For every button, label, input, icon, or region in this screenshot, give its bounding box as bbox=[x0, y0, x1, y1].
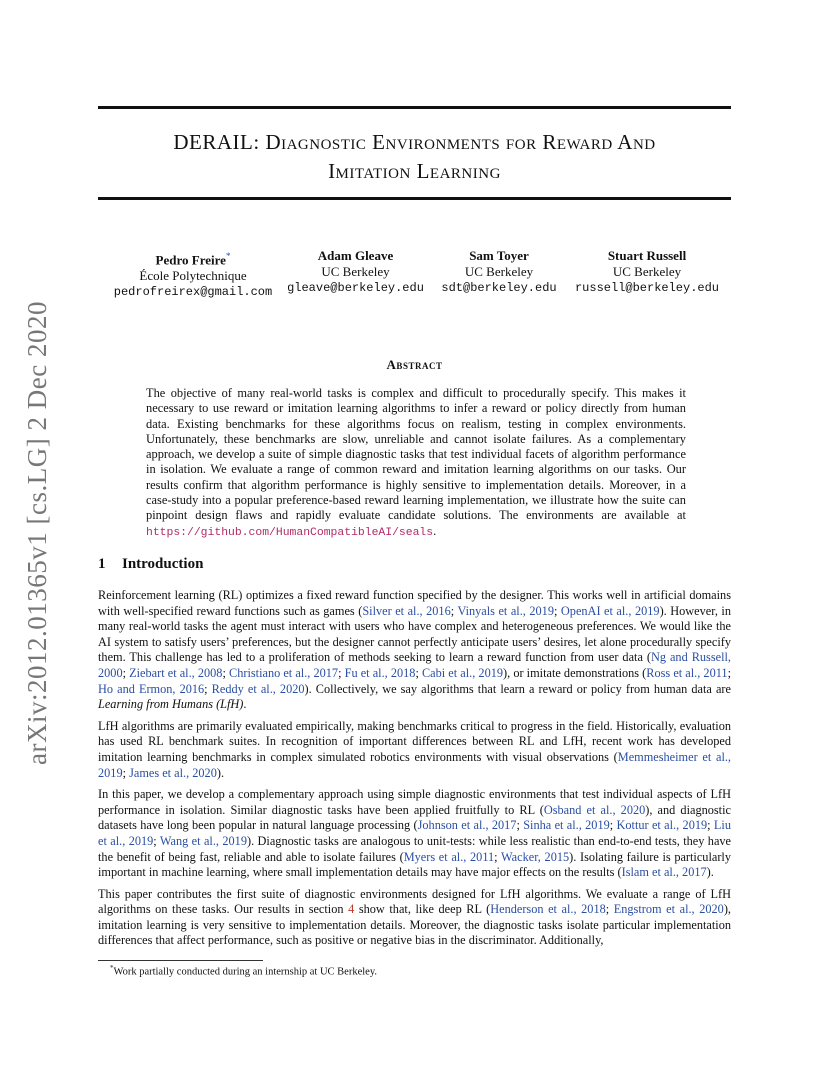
author-name: Pedro Freire bbox=[155, 252, 226, 268]
author-block-2 bbox=[283, 248, 428, 296]
separator: ; bbox=[222, 665, 229, 680]
author-affiliation: UC Berkeley bbox=[464, 264, 534, 279]
separator: ; bbox=[494, 849, 502, 864]
separator: ; bbox=[204, 681, 212, 696]
separator: ; bbox=[450, 603, 458, 618]
citation-link[interactable]: Sinha et al., 2019 bbox=[523, 818, 610, 833]
author-block-1 bbox=[103, 248, 283, 300]
citation-link[interactable]: James et al., 2020 bbox=[129, 765, 217, 780]
text: show that, like deep RL ( bbox=[354, 902, 491, 917]
citation-link[interactable]: Henderson et al., 2018 bbox=[490, 902, 606, 917]
text: ), imitation learning is very sensitive to implementation details. Moreover, the diagnostic tasks isolate particular implementation differences that affect performance, such as positive or negative bias in the discriminator. Additionally, bbox=[98, 902, 731, 948]
title-line-2: Imitation Learning bbox=[328, 159, 501, 183]
citation-link[interactable]: Silver et al., 2016 bbox=[362, 603, 451, 618]
citation-link[interactable]: Osband et al., 2020 bbox=[543, 802, 646, 817]
text: ), or imitate demonstrations ( bbox=[503, 665, 647, 680]
author-name: Sam Toyer bbox=[469, 248, 529, 263]
citation-link[interactable]: Vinyals et al., 2019 bbox=[457, 603, 554, 618]
separator: ; bbox=[122, 765, 130, 780]
citation-link[interactable]: Fu et al., 2018 bbox=[344, 665, 416, 680]
citation-link[interactable]: Ziebart et al., 2008 bbox=[129, 665, 223, 680]
citation-link[interactable]: Kottur et al., 2019 bbox=[616, 818, 708, 833]
title-bottom-rule bbox=[98, 197, 731, 200]
author-name: Adam Gleave bbox=[317, 248, 394, 263]
footnote-mark: * bbox=[110, 964, 114, 972]
footnote bbox=[110, 964, 377, 978]
separator: ; bbox=[707, 818, 714, 833]
separator: ; bbox=[153, 833, 160, 848]
arxiv-identifier: arXiv:2012.01365v1 [cs.LG] 2 Dec 2020 bbox=[22, 301, 52, 765]
citation-link[interactable]: Reddy et al., 2020 bbox=[211, 681, 305, 696]
section-reference-link[interactable]: 4 bbox=[348, 902, 355, 917]
title-top-rule bbox=[98, 106, 731, 109]
author-email: gleave@berkeley.edu bbox=[287, 281, 424, 295]
citation-link[interactable]: Cabi et al., 2019 bbox=[421, 665, 504, 680]
text: Reinforcement learning (RL) optimizes a fixed reward function specified by the designer. This works well in artificial domains with well-specified reward functions such as games ( bbox=[98, 588, 731, 618]
citation-link[interactable]: Ross et al., 2011 bbox=[646, 665, 728, 680]
author-block-4 bbox=[571, 248, 723, 296]
author-block-3 bbox=[431, 248, 567, 296]
author-email: pedrofreirex@gmail.com bbox=[113, 285, 273, 300]
citation-link[interactable]: Myers et al., 2011 bbox=[403, 849, 495, 864]
separator: ; bbox=[727, 665, 731, 680]
abstract-heading: Abstract bbox=[386, 357, 443, 372]
separator: ; bbox=[609, 818, 617, 833]
separator: ; bbox=[516, 818, 524, 833]
section-heading bbox=[98, 556, 203, 573]
author-email: russell@berkeley.edu bbox=[574, 281, 720, 295]
paragraph-2 bbox=[98, 719, 731, 781]
text: ). Diagnostic tasks are analogous to unit-tests: while less realistic than end-to-end tests, they have the benefit of being fast, reliable and able to isolate failures ( bbox=[98, 833, 732, 864]
text: LfH algorithms are primarily evaluated empirically, making benchmarks critical to progress in the field. Historically, evaluation has used RL benchmark suites. In recognition of important differences between RL and LfH, recent work has developed imitation learning benchmarks in complex simulated robotics environments with visual observations ( bbox=[98, 718, 731, 764]
text: ). Collectively, we say algorithms that learn a reward or policy from human data are bbox=[304, 681, 731, 696]
footnote-rule bbox=[98, 960, 263, 961]
repository-link[interactable]: https://github.com/HumanCompatibleAI/seals bbox=[146, 526, 434, 539]
author-affiliation: École Polytechnique bbox=[139, 268, 247, 284]
emphasis: Learning from Humans (LfH) bbox=[98, 697, 244, 712]
text: . bbox=[243, 697, 247, 712]
footnote-text: Work partially conducted during an internship at UC Berkeley. bbox=[113, 966, 378, 978]
author-affiliation: UC Berkeley bbox=[612, 264, 682, 279]
paragraph-3 bbox=[98, 787, 731, 881]
text: ). Isolating failure is particularly important in machine learning, where small implementation details may have major effects on the results ( bbox=[98, 849, 731, 880]
paragraph-1 bbox=[98, 588, 731, 713]
separator: ; bbox=[415, 665, 422, 680]
citation-link[interactable]: Ho and Ermon, 2016 bbox=[98, 681, 205, 696]
paragraph-4 bbox=[98, 887, 731, 949]
paper-title bbox=[98, 128, 731, 186]
citation-link[interactable]: Engstrom et al., 2020 bbox=[613, 902, 724, 917]
abstract-text bbox=[146, 386, 686, 541]
text: ). bbox=[216, 765, 225, 780]
author-email: sdt@berkeley.edu bbox=[441, 281, 557, 295]
abstract-body: The objective of many real-world tasks is complex and difficult to procedurally specify. This makes it necessary to use reward or imitation learning algorithms to infer a reward or policy directly from human data. Existing benchmarks for these algorithms focus on realism, testing in complex environments. Unfortunately, these benchmarks are slow, unreliable and cannot isolate failures. As a complementary approach, we develop a suite of simple diagnostic tasks that test individual facets of algorithm performance in isolation. We evaluate a range of common reward and imitation learning algorithms on our tasks. Our results confirm that algorithm performance is highly sensitive to implementation details. Moreover, in a case-study into a popular preference-based reward learning implementation, we illustrate how the suite can pinpoint design flaws and rapidly evaluate candidate solutions. The environments are available at bbox=[146, 386, 686, 523]
separator: ; bbox=[553, 603, 561, 618]
section-title: Introduction bbox=[122, 556, 204, 572]
section-number: 1 bbox=[98, 556, 106, 572]
abstract-end: . bbox=[433, 523, 437, 538]
citation-link[interactable]: Christiano et al., 2017 bbox=[229, 665, 339, 680]
citation-link[interactable]: Wang et al., 2019 bbox=[159, 833, 247, 848]
citation-link[interactable]: OpenAI et al., 2019 bbox=[560, 603, 660, 618]
citation-link[interactable]: Islam et al., 2017 bbox=[621, 865, 707, 880]
title-line-1: Diagnostic Environments for Reward And bbox=[265, 130, 656, 154]
footnote-mark[interactable]: * bbox=[225, 251, 231, 261]
citation-link[interactable]: Liu et al., 2019 bbox=[98, 818, 731, 848]
text: ). bbox=[706, 865, 714, 880]
title-acronym: DERAIL: bbox=[173, 130, 266, 154]
author-name: Stuart Russell bbox=[607, 248, 687, 263]
separator: ; bbox=[605, 902, 614, 917]
introduction-body bbox=[98, 588, 731, 955]
citation-link[interactable]: Memmesheimer et al., 2019 bbox=[98, 749, 732, 780]
author-affiliation: UC Berkeley bbox=[321, 264, 390, 279]
separator: ; bbox=[338, 665, 345, 680]
text: This paper contributes the first suite of diagnostic environments designed for LfH algorithms. We evaluate a range of LfH algorithms on these tasks. Our results in section bbox=[98, 886, 731, 917]
citation-link[interactable]: Ng and Russell, 2000 bbox=[98, 650, 731, 680]
text: ), and diagnostic datasets have long been popular in natural language processing ( bbox=[98, 802, 731, 833]
separator: ; bbox=[122, 665, 130, 680]
text: In this paper, we develop a complementary approach using simple diagnostic environments that test individual aspects of LfH performance in isolation. Similar diagnostic tasks have been applied fruitfully to RL ( bbox=[98, 787, 731, 817]
text: ). However, in many real-world tasks the agent must interact with users who have complex and heterogeneous preferences. We would like the AI system to satisfy users’ preferences, but the designer cannot perfectly anticipate users’ desires, let alone procedurally specify them. This challenge has led to a proliferation of methods seeking to learn a reward function from user data ( bbox=[98, 603, 731, 665]
citation-link[interactable]: Wacker, 2015 bbox=[501, 849, 570, 864]
citation-link[interactable]: Johnson et al., 2017 bbox=[417, 818, 517, 833]
